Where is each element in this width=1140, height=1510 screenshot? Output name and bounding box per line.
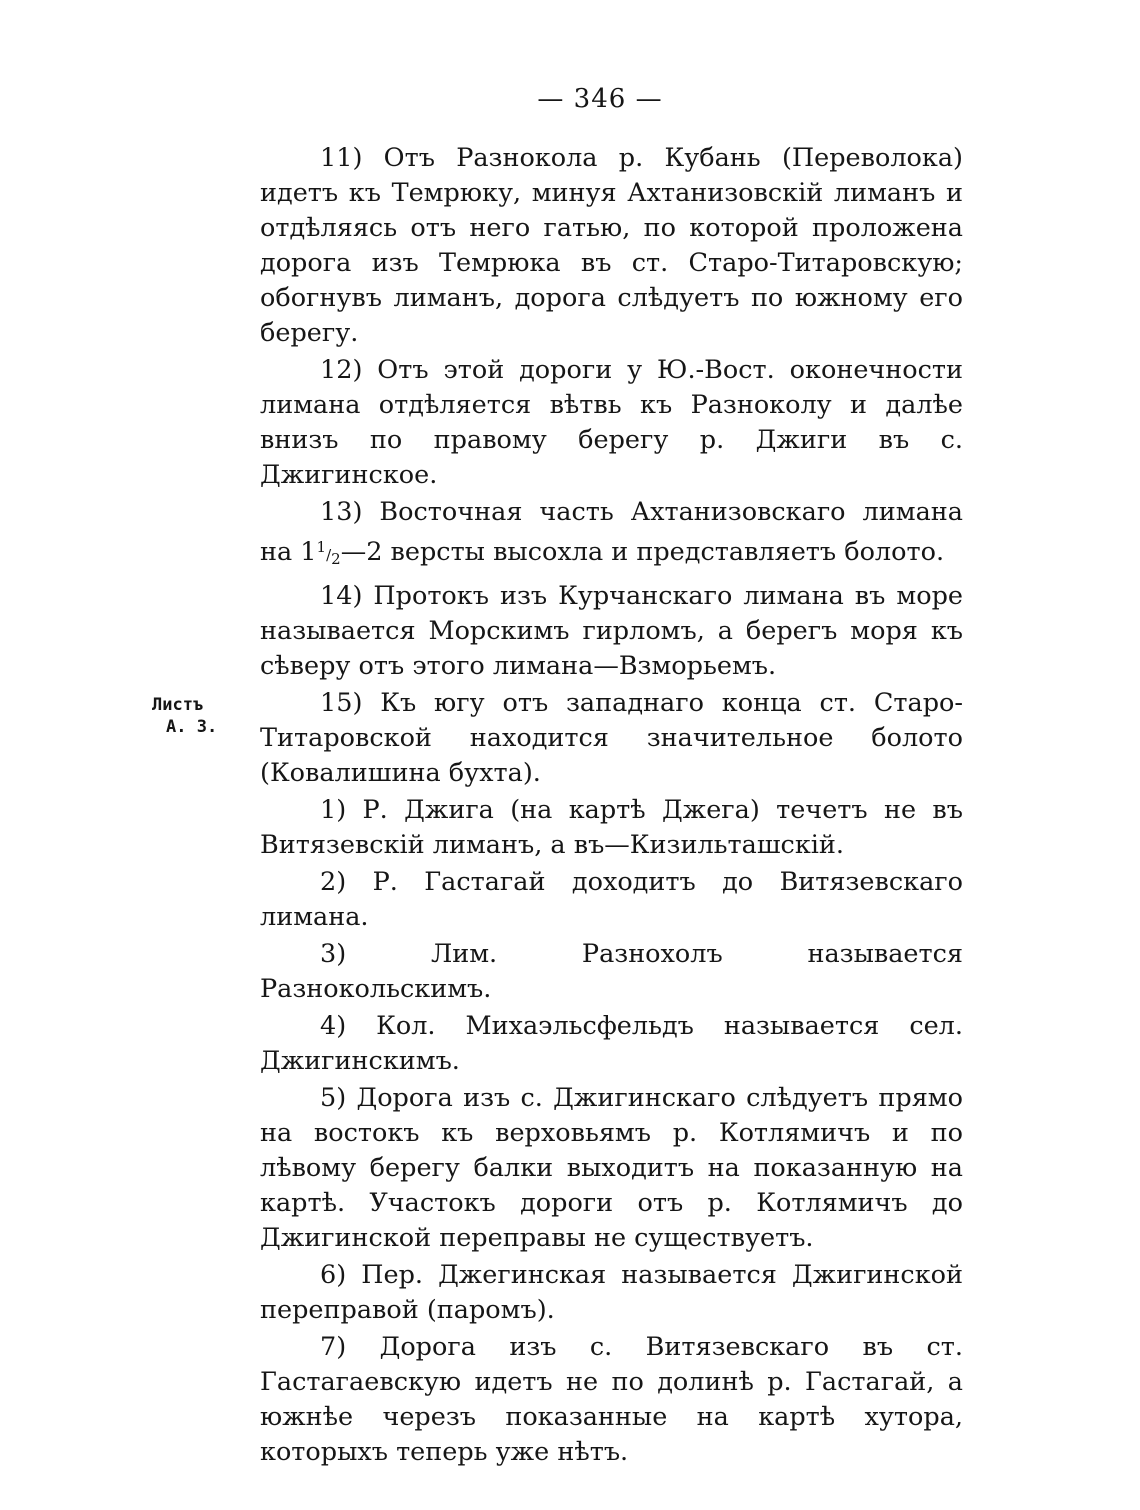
paragraph-13: [260, 495, 963, 577]
paragraph-13-text-before: 13) Восточная часть Ахтанизовскаго лимана на 1: [260, 497, 963, 567]
margin-note-sheet-ref: А. 3.: [166, 717, 218, 737]
paragraph-sheet-6: 6) Пер. Джегинская называется Джигинской переправой (паромъ).: [260, 1260, 963, 1325]
paragraph-13-text-after: —2 версты высохла и представляетъ болото.: [340, 537, 945, 567]
paragraph-11: 11) Отъ Разнокола р. Кубань (Переволока) идетъ къ Темрюку, минуя Ахтанизовскій лиманъ и отдѣляясь отъ него гатью, по которой проложена дорога изъ Темрюка въ ст. Старо-Титаровскую; обогнувъ лиманъ, дорога слѣдуетъ по южному его берегу.: [260, 143, 963, 348]
paragraph-sheet-4: 4) Кол. Михаэльсфельдъ называется сел. Джигинскимъ.: [260, 1011, 963, 1076]
paragraph-sheet-1: 1) Р. Джига (на картѣ Джега) течетъ не въ Витязевскій лиманъ, а въ—Кизильташскій.: [260, 795, 963, 860]
paragraph-12: 12) Отъ этой дороги у Ю.-Вост. оконечности лимана отдѣляется вѣтвь къ Разноколу и далѣе внизъ по правому берегу р. Джиги въ с. Джигинское.: [260, 355, 963, 490]
paragraph-sheet-5: 5) Дорога изъ с. Джигинскаго слѣдуетъ прямо на востокъ къ верховьямъ р. Котлямичъ и по лѣвому берегу балки выходитъ на показанную на картѣ. Участокъ дороги отъ р. Котлямичъ до Джигинской переправы не существуетъ.: [260, 1083, 963, 1253]
paragraph-sheet-2: 2) Р. Гастагай доходитъ до Витязевскаго лимана.: [260, 867, 963, 932]
body-text: [260, 141, 963, 1472]
paragraph-sheet-3: 3) Лим. Разнохолъ называется Разнокольскимъ.: [260, 939, 963, 1004]
paragraph-sheet-7: 7) Дорога изъ с. Витязевскаго въ ст. Гастагаевскую идетъ не по долинѣ р. Гастагай, а южнѣе черезъ показанные на картѣ хутора, которыхъ теперь уже нѣтъ.: [260, 1332, 963, 1467]
paragraph-14: 14) Протокъ изъ Курчанскаго лимана въ море называется Морскимъ гирломъ, а берегъ моря къ сѣверу отъ этого лимана—Взморьемъ.: [260, 581, 963, 681]
margin-note: [152, 694, 262, 738]
margin-note-sheet-label: Листъ: [152, 695, 204, 715]
fraction-one-half: 1/2: [316, 538, 341, 568]
page-number: — 346 —: [537, 84, 663, 114]
paragraph-15: 15) Къ югу отъ западнаго конца ст. Старо-Титаровской находится значительное болото (Ковалишина бухта).: [260, 688, 963, 788]
